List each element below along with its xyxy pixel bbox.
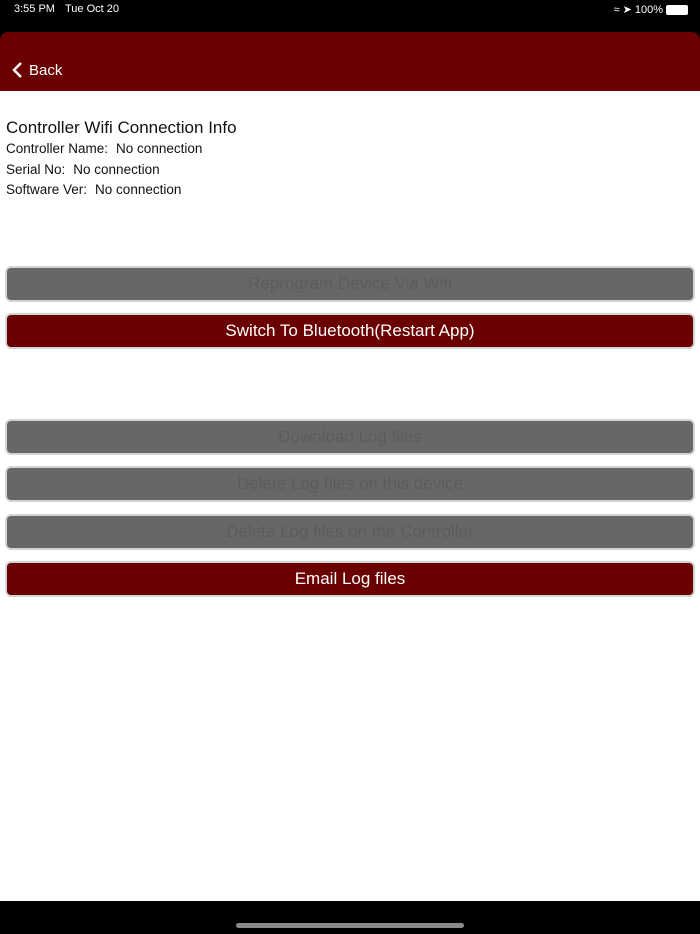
nav-bar (0, 32, 700, 91)
email-logs-button[interactable]: Email Log files (5, 561, 695, 597)
serial-no-row (6, 162, 160, 177)
reprogram-button[interactable]: Reprogram Device Via Wifi (5, 266, 695, 302)
delete-device-logs-button[interactable]: Delete Log files on this device (5, 466, 695, 502)
chevron-left-icon (12, 61, 23, 79)
main-content (0, 91, 700, 901)
row-label: Controller Name: (6, 141, 109, 156)
status-bar (0, 0, 700, 32)
battery-icon (666, 5, 688, 15)
status-time: 3:55 PM (14, 3, 55, 15)
row-value: No connection (95, 182, 182, 197)
delete-controller-logs-button[interactable]: Delete Log files on the Controller (5, 514, 695, 550)
row-label: Serial No: (6, 162, 66, 177)
status-date: Tue Oct 20 (64, 3, 119, 15)
battery-percent: 100% (634, 3, 663, 16)
page-title: Controller Wifi Connection Info (6, 118, 237, 137)
back-label: Back (29, 61, 63, 79)
controller-name-row (6, 141, 202, 156)
row-value: No connection (116, 141, 203, 156)
row-label: Software Ver: (6, 182, 88, 197)
location-icon: ➤ (622, 3, 632, 16)
software-ver-row (6, 182, 181, 197)
row-value: No connection (73, 162, 160, 177)
home-indicator (236, 923, 464, 928)
back-button[interactable] (12, 61, 62, 79)
switch-bluetooth-button[interactable]: Switch To Bluetooth(Restart App) (5, 313, 695, 349)
download-logs-button[interactable]: Download Log files (5, 419, 695, 455)
wifi-icon: ≈ (613, 3, 620, 16)
